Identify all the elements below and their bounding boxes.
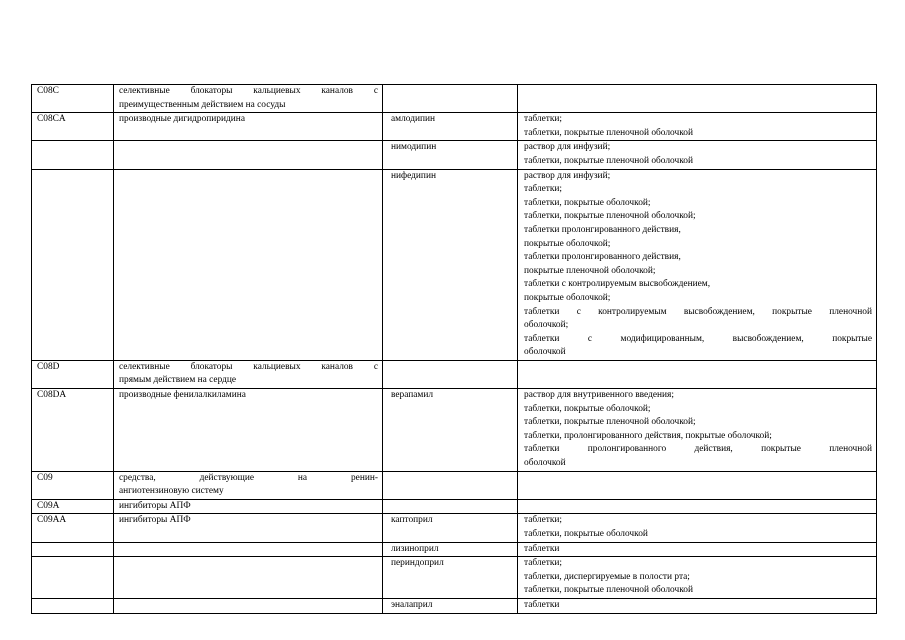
dosage-form-line: таблетки, диспергируемые в полости рта; xyxy=(524,571,690,582)
dosage-form-line: таблетки xyxy=(524,543,560,554)
atc-code-cell: C08CA xyxy=(32,113,114,141)
group-name-cell xyxy=(114,85,383,113)
dosage-form-line: таблетки, покрытые пленочной оболочкой xyxy=(524,127,693,138)
dosage-form-line: таблетки с модифицированным, высвобождением, покрытые xyxy=(524,333,872,344)
dosage-forms-cell xyxy=(518,360,877,388)
dosage-form-line: оболочкой xyxy=(524,347,566,358)
dosage-form-line: таблетки; xyxy=(524,184,563,195)
dosage-forms-cell xyxy=(518,169,877,360)
group-name-cell xyxy=(114,542,383,557)
group-name-cell xyxy=(114,557,383,599)
dosage-form-line: таблетки, покрытые пленочной оболочкой; xyxy=(524,417,696,428)
drug-name-cell: нимодипин xyxy=(383,141,518,169)
table-row xyxy=(32,113,877,141)
drug-name-cell: амлодипин xyxy=(383,113,518,141)
group-name-cell xyxy=(114,113,383,141)
group-name-line: ингибиторы АПФ xyxy=(119,500,191,511)
table-row xyxy=(32,471,877,499)
drug-name-cell: каптоприл xyxy=(383,514,518,542)
group-name-cell xyxy=(114,514,383,542)
group-name-cell xyxy=(114,471,383,499)
dosage-forms-cell xyxy=(518,598,877,613)
dosage-forms-cell xyxy=(518,514,877,542)
drug-name-cell xyxy=(383,85,518,113)
table-row xyxy=(32,542,877,557)
group-name-cell xyxy=(114,360,383,388)
atc-code-cell: C08D xyxy=(32,360,114,388)
dosage-form-line: таблетки, покрытые пленочной оболочкой xyxy=(524,155,693,166)
dosage-form-line: таблетки xyxy=(524,599,560,610)
group-name-line: преимущественным действием на сосуды xyxy=(119,99,286,110)
table-row xyxy=(32,389,877,472)
group-name-line: ингибиторы АПФ xyxy=(119,515,191,526)
table-row xyxy=(32,85,877,113)
atc-code-cell: C09AA xyxy=(32,514,114,542)
group-name-line: селективные блокаторы кальциевых каналов с xyxy=(119,86,378,96)
dosage-form-line: таблетки; xyxy=(524,515,563,526)
drug-name-cell: эналаприл xyxy=(383,598,518,613)
atc-code-cell xyxy=(32,557,114,599)
dosage-forms-cell xyxy=(518,499,877,514)
drug-name-cell xyxy=(383,471,518,499)
dosage-forms-cell xyxy=(518,557,877,599)
group-name-line: производные фенилалкиламина xyxy=(119,390,246,401)
dosage-forms-cell xyxy=(518,542,877,557)
dosage-form-line: оболочкой; xyxy=(524,320,569,331)
atc-code-cell: C08DA xyxy=(32,389,114,472)
dosage-form-line: раствор для инфузий; xyxy=(524,142,611,153)
dosage-forms-cell xyxy=(518,389,877,472)
table-row xyxy=(32,499,877,514)
group-name-line: прямым действием на сердце xyxy=(119,375,237,386)
drug-name-cell xyxy=(383,499,518,514)
drug-name-cell: периндоприл xyxy=(383,557,518,599)
table-row xyxy=(32,557,877,599)
atc-code-cell: C09A xyxy=(32,499,114,514)
dosage-forms-cell xyxy=(518,471,877,499)
drug-name-cell xyxy=(383,360,518,388)
drug-name-cell: верапамил xyxy=(383,389,518,472)
dosage-form-line: таблетки, покрытые оболочкой; xyxy=(524,197,651,208)
atc-code-cell xyxy=(32,169,114,360)
atc-code-cell xyxy=(32,598,114,613)
dosage-form-line: покрытые оболочкой; xyxy=(524,238,611,249)
table-row xyxy=(32,169,877,360)
atc-code-cell xyxy=(32,141,114,169)
group-name-cell xyxy=(114,169,383,360)
atc-code-cell: C08C xyxy=(32,85,114,113)
atc-code-cell: C09 xyxy=(32,471,114,499)
table-body xyxy=(32,85,877,614)
dosage-form-line: таблетки, покрытые пленочной оболочкой xyxy=(524,585,693,596)
table-row xyxy=(32,141,877,169)
dosage-form-line: таблетки; xyxy=(524,558,563,569)
dosage-forms-cell xyxy=(518,141,877,169)
dosage-form-line: оболочкой xyxy=(524,458,566,469)
dosage-form-line: раствор для инфузий; xyxy=(524,170,611,181)
dosage-form-line: таблетки, пролонгированного действия, покрытые оболочкой; xyxy=(524,430,772,441)
dosage-form-line: покрытые оболочкой; xyxy=(524,292,611,303)
group-name-cell xyxy=(114,499,383,514)
table-row xyxy=(32,514,877,542)
group-name-cell xyxy=(114,598,383,613)
drug-name-cell: нифедипин xyxy=(383,169,518,360)
dosage-form-line: таблетки с контролируемым высвобождением, покрытые пленочной xyxy=(524,306,872,317)
group-name-line: производные дигидропиридина xyxy=(119,114,245,125)
drug-name-cell: лизиноприл xyxy=(383,542,518,557)
group-name-cell xyxy=(114,389,383,472)
dosage-form-line: раствор для внутривенного введения; xyxy=(524,390,674,401)
dosage-form-line: таблетки, покрытые оболочкой; xyxy=(524,403,651,414)
dosage-form-line: таблетки, покрытые оболочкой xyxy=(524,529,648,539)
dosage-form-line: таблетки с контролируемым высвобождением, xyxy=(524,279,711,290)
dosage-forms-cell xyxy=(518,85,877,113)
group-name-line: ангиотензиновую систему xyxy=(119,486,224,497)
drug-classification-table xyxy=(31,84,877,614)
dosage-forms-cell xyxy=(518,113,877,141)
atc-code-cell xyxy=(32,542,114,557)
group-name-line: селективные блокаторы кальциевых каналов с xyxy=(119,361,378,372)
dosage-form-line: таблетки, покрытые пленочной оболочкой; xyxy=(524,211,696,222)
group-name-line: средства, действующие на ренин- xyxy=(119,472,378,483)
dosage-form-line: таблетки; xyxy=(524,114,563,125)
dosage-form-line: покрытые пленочной оболочкой; xyxy=(524,265,656,276)
table-row xyxy=(32,598,877,613)
table-row xyxy=(32,360,877,388)
dosage-form-line: таблетки пролонгированного действия, xyxy=(524,252,681,263)
group-name-cell xyxy=(114,141,383,169)
dosage-form-line: таблетки пролонгированного действия, покрытые пленочной xyxy=(524,444,872,455)
dosage-form-line: таблетки пролонгированного действия, xyxy=(524,224,681,235)
